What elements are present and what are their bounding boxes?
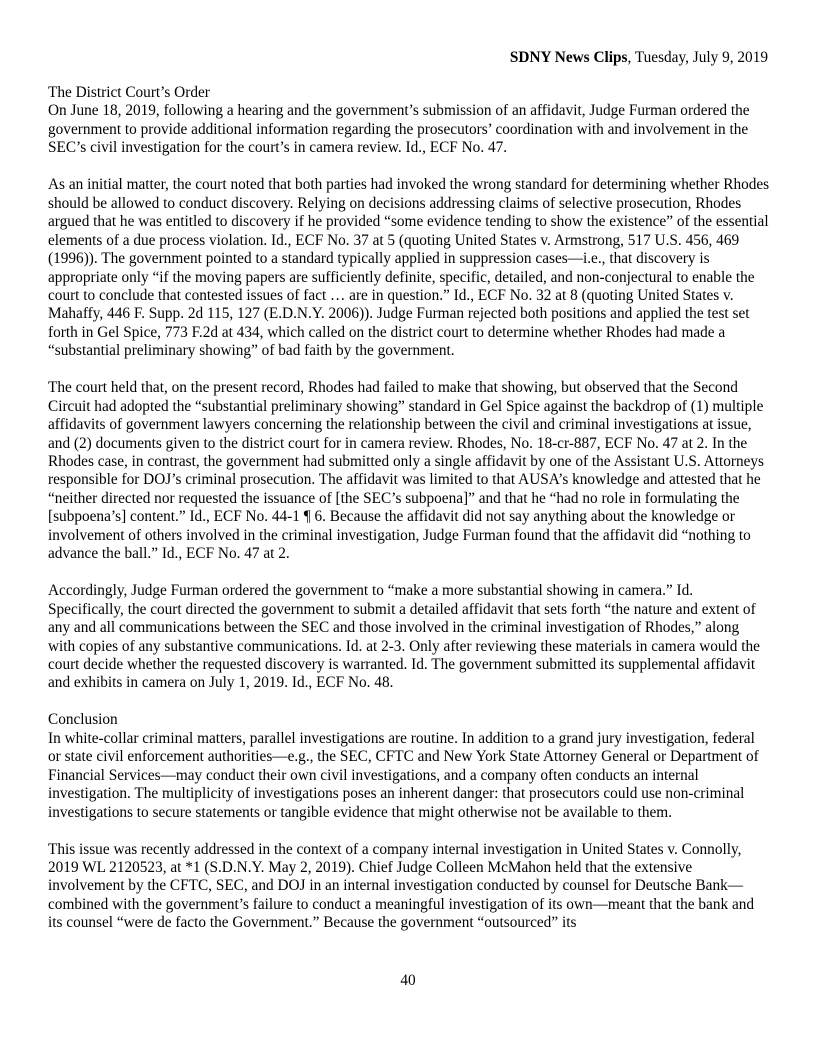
publication-title: SDNY News Clips bbox=[509, 49, 628, 66]
section-heading: The District Court’s Order bbox=[48, 84, 210, 101]
page-header bbox=[510, 48, 768, 68]
paragraph: On June 18, 2019, following a hearing and the government’s submission of an affidavit, Judge Furman ordered the government to provide additional information regarding the prosecutors’ coordination with and involvement in the SEC’s civil investigation for the court’s in camera review. Id., ECF No. 47. bbox=[48, 102, 750, 157]
section-district-court-order bbox=[48, 84, 770, 693]
page-number: 40 bbox=[400, 972, 416, 989]
header-date: , Tuesday, July 9, 2019 bbox=[627, 49, 768, 66]
paragraph: This issue was recently addressed in the context of a company internal investigation in United States v. Connolly, 2019 WL 2120523, at *1 (S.D.N.Y. May 2, 2019). Chief Judge Colleen McMahon held that the extensive involvement by the CFTC, SEC, and DOJ in an internal investigation conducted by counsel for Deutsche Bank—combined with the government’s failure to conduct a meaningful investigation of its own—meant that the bank and its counsel “were de facto the Government.” Because the government “outsourced” its bbox=[48, 840, 755, 932]
article-body bbox=[48, 84, 770, 951]
paragraph: In white-collar criminal matters, parallel investigations are routine. In addition to a grand jury investigation, federal or state civil enforcement authorities—e.g., the SEC, CFTC and New York State Attorney General or Department of Financial Services—may conduct their own civil investigations, and a company often conducts an internal investigation. The multiplicity of investigations poses an inherent danger: that prosecutors could use non-criminal investigations to secure statements or tangible evidence that might otherwise not be available to them. bbox=[48, 729, 759, 821]
paragraph: The court held that, on the present record, Rhodes had failed to make that showing, but observed that the Second Circuit had adopted the “substantial preliminary showing” standard in Gel Spice against the backdrop of (1) multiple affidavits of government lawyers concerning the relationship between the civil and criminal investigations at issue, and (2) documents given to the district court for in camera review. Rhodes, No. 18-cr-887, ECF No. 47 at 2. In the Rhodes case, in contrast, the government had submitted only a single affidavit by one of the Assistant U.S. Attorneys responsible for DOJ’s criminal prosecution. The affidavit was limited to that AUSA’s knowledge and attested that he “neither directed nor requested the issuance of [the SEC’s subpoena]” and that he “had no role in formulating the [subpoena’s] content.” Id., ECF No. 44-1 ¶ 6. Because the affidavit did not say anything about the knowledge or involvement of others involved in the criminal investigation, Judge Furman found that the affidavit did “nothing to advance the ball.” Id., ECF No. 47 at 2. bbox=[48, 379, 765, 563]
paragraph: As an initial matter, the court noted that both parties had invoked the wrong standard for determining whether Rhodes should be allowed to conduct discovery. Relying on decisions addressing claims of selective prosecution, Rhodes argued that he was entitled to discovery if he provided “some evidence tending to show the existence” of the essential elements of a due process violation. Id., ECF No. 37 at 5 (quoting United States v. Armstrong, 517 U.S. 456, 469 (1996)). The government pointed to a standard typically applied in suppression cases—i.e., that discovery is appropriate only “if the moving papers are sufficiently definite, specific, detailed, and non-conjectural to enable the court to conclude that contested issues of fact … are in question.” Id., ECF No. 32 at 8 (quoting United States v. Mahaffy, 446 F. Supp. 2d 115, 127 (E.D.N.Y. 2006)). Judge Furman rejected both positions and applied the test set forth in Gel Spice, 773 F.2d at 434, which called on the district court to determine whether Rhodes had made a “substantial preliminary showing” of bad faith by the government. bbox=[48, 176, 770, 360]
paragraph: Accordingly, Judge Furman ordered the government to “make a more substantial showing in camera.” Id. Specifically, the court directed the government to submit a detailed affidavit that sets forth “the nature and extent of any and all communications between the SEC and those involved in the criminal investigation of Rhodes,” along with copies of any substantive communications. Id. at 2-3. Only after reviewing these materials in camera would the court decide whether the requested discovery is warranted. Id. The government submitted its supplemental affidavit and exhibits in camera on July 1, 2019. Id., ECF No. 48. bbox=[48, 582, 760, 692]
section-conclusion bbox=[48, 711, 770, 932]
section-heading: Conclusion bbox=[48, 711, 118, 729]
